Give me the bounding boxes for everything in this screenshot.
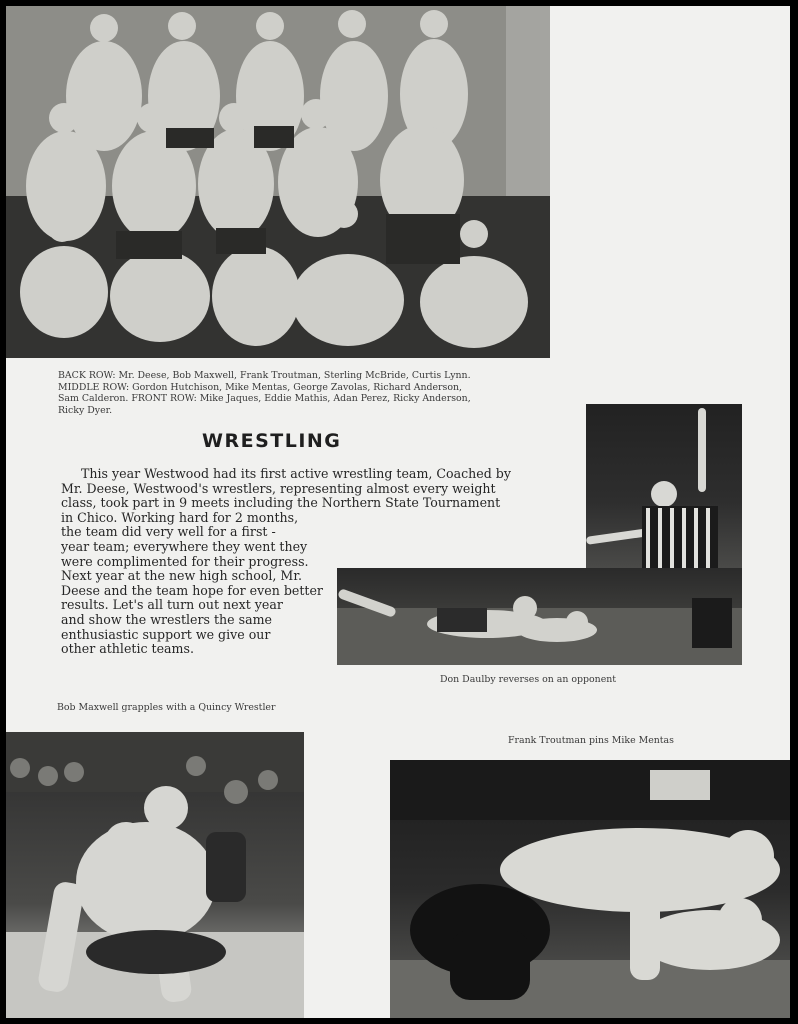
referee-photo [586, 404, 742, 568]
daulby-caption: Don Daulby reverses on an opponent [440, 674, 617, 685]
article-line: were complimented for their progress. [61, 553, 309, 569]
article-line: Next year at the new high school, Mr. [61, 568, 302, 584]
article-line: year team; everywhere they went they [61, 538, 308, 554]
maxwell-photo [6, 732, 304, 1018]
team-caption-line: Sam Calderon. FRONT ROW: Mike Jaques, Eddie Mathis, Adan Perez, Ricky Anderson, [58, 393, 471, 405]
article-line: This year Westwood had its first active wrestling team, Coached by [81, 466, 511, 481]
article-line: and show the wrestlers the same [61, 611, 272, 627]
team-caption [58, 370, 471, 416]
team-caption-line: BACK ROW: Mr. Deese, Bob Maxwell, Frank Troutman, Sterling McBride, Curtis Lynn. [58, 370, 471, 381]
team-caption-line: Ricky Dyer. [58, 404, 113, 416]
yearbook-page [6, 6, 790, 1018]
troutman-caption: Frank Troutman pins Mike Mentas [508, 735, 674, 746]
maxwell-caption: Bob Maxwell grapples with a Quincy Wrestler [57, 702, 276, 713]
team-photo [6, 6, 550, 358]
article-line: Deese and the team hope for even better [61, 582, 323, 598]
article-line: Mr. Deese, Westwood's wrestlers, representing almost every weight [61, 480, 496, 496]
daulby-photo [337, 568, 742, 665]
article-line: other athletic teams. [61, 641, 194, 657]
troutman-photo [390, 760, 790, 1018]
article-line: in Chico. Working hard for 2 months, [61, 509, 299, 525]
article-line: enthusiastic support we give our [61, 626, 271, 642]
team-caption-line: MIDDLE ROW: Gordon Hutchison, Mike Mentas, George Zavolas, Richard Anderson, [58, 381, 463, 393]
article-title: WRESTLING [202, 430, 342, 452]
article-line: class, took part in 9 meets including the Northern State Tournament [61, 495, 501, 511]
article-line: results. Let's all turn out next year [61, 597, 283, 613]
article-line: the team did very well for a first - [61, 524, 276, 540]
